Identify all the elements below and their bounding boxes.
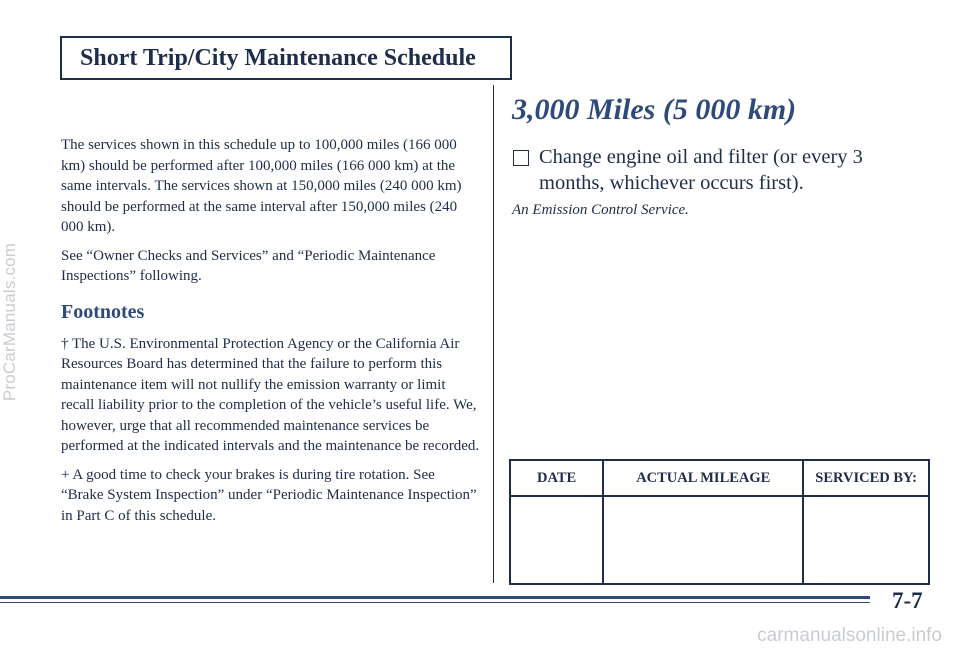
task-checkbox[interactable]: [513, 150, 529, 166]
actual-mileage-header: ACTUAL MILEAGE: [603, 460, 803, 496]
maintenance-task: [512, 144, 932, 196]
footer-rule-thick: [0, 596, 870, 599]
task-text: Change engine oil and filter (or every 3 months, whichever occurs first).: [539, 146, 863, 194]
serviced-by-cell[interactable]: [803, 496, 929, 584]
page-number: 7-7: [892, 588, 923, 613]
date-header: DATE: [510, 460, 603, 496]
interval-heading: 3,000 Miles (5 000 km): [512, 93, 797, 126]
page-title: Short Trip/City Maintenance Schedule: [80, 44, 476, 71]
serviced-by-header: SERVICED BY:: [803, 460, 929, 496]
intro-paragraph: The services shown in this schedule up to 100,000 miles (166 000 km) should be performed after 100,000 miles (166 000 km) at the same intervals. The services shown at 150,000 miles (240 000 km) should be performed at the same interval after 150,000 miles (240 000 km).: [61, 137, 462, 235]
see-also-paragraph: See “Owner Checks and Services” and “Periodic Maintenance Inspections” following.: [61, 247, 436, 284]
right-column: [512, 93, 932, 219]
bottom-watermark: carmanualsonline.info: [757, 625, 942, 646]
side-watermark: ProCarManuals.com: [0, 242, 19, 402]
page-title-box: [60, 36, 512, 80]
left-column: [61, 135, 481, 534]
footnotes-heading: Footnotes: [61, 300, 145, 323]
footer-rule-thin: [0, 602, 870, 603]
table-header-row: [510, 460, 929, 496]
date-cell[interactable]: [510, 496, 603, 584]
footnote-plus: + A good time to check your brakes is during tire rotation. See “Brake System Inspection” under “Periodic Maintenance Inspection” in Part C of this schedule.: [61, 466, 477, 524]
service-record-table: [509, 459, 930, 585]
footnote-dagger: † The U.S. Environmental Protection Agency or the California Air Resources Board has determined that the failure to perform this maintenance item will not nullify the emission warranty or limit recall liability prior to the completion of the vehicle’s useful life. We, however, urge that all recommended maintenance services be performed at the indicated intervals and the maintenance be recorded.: [61, 335, 480, 454]
actual-mileage-cell[interactable]: [603, 496, 803, 584]
column-divider: [493, 85, 494, 583]
table-row: [510, 496, 929, 584]
emission-service-note: An Emission Control Service.: [512, 202, 689, 218]
